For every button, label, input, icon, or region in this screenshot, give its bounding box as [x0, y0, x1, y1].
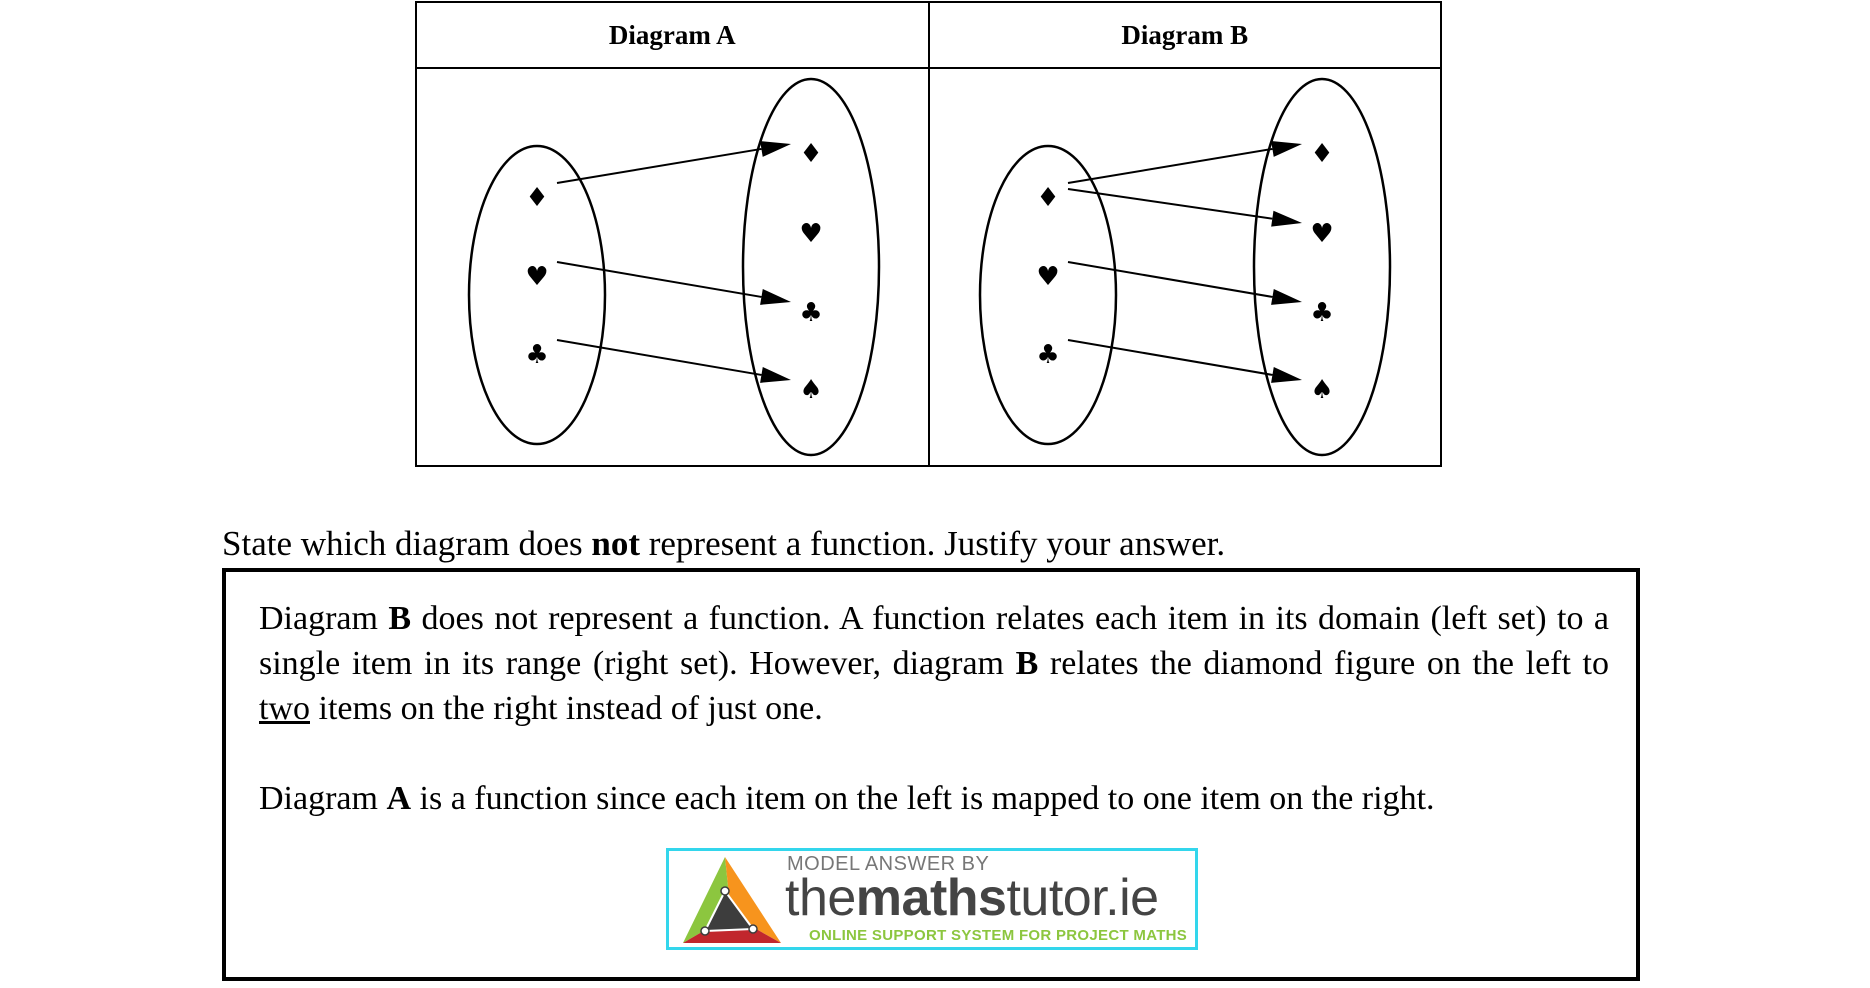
arrow-head: [1271, 211, 1302, 227]
codomain-heart: ♥: [1309, 219, 1334, 249]
domain-heart: ♥: [1035, 262, 1060, 292]
diagram-table: [415, 1, 1442, 467]
codomain-diamond: ♦: [799, 139, 823, 169]
diagram-a-mapping: [417, 69, 928, 467]
domain-diamond: ♦: [525, 183, 549, 213]
codomain-spade: ♠: [1309, 375, 1334, 405]
diagram-a-title: Diagram A: [417, 3, 928, 69]
codomain-club: ♣: [1309, 298, 1334, 328]
arrow-head: [760, 367, 791, 383]
mapping-arrow: [1068, 262, 1272, 297]
triangle-logo-icon: [675, 855, 785, 945]
diagram-b-mapping: [930, 69, 1442, 467]
codomain-heart: ♥: [799, 219, 823, 249]
logo-tagline-bottom: ONLINE SUPPORT SYSTEM FOR PROJECT MATHS: [809, 927, 1188, 944]
thematstutor-logo: [666, 848, 1198, 950]
logo-tagline-top: MODEL ANSWER BY: [787, 853, 990, 875]
codomain-spade: ♠: [799, 375, 823, 405]
diagram-a-panel: [417, 3, 928, 465]
domain-club: ♣: [525, 340, 549, 370]
domain-heart: ♥: [525, 262, 549, 292]
logo-brand: themathstutor.ie: [785, 869, 1159, 927]
arrow-head: [1271, 289, 1302, 305]
diagram-b-title: Diagram B: [930, 3, 1441, 69]
mapping-arrow: [557, 340, 761, 375]
mapping-arrow: [1068, 149, 1272, 183]
diagram-b-panel: [928, 3, 1441, 465]
answer-text: [259, 596, 1609, 821]
question-text: State which diagram does not represent a function. Justify your answer.: [222, 524, 1226, 563]
mapping-arrow: [557, 149, 761, 183]
arrow-head: [760, 141, 791, 157]
domain-club: ♣: [1035, 340, 1060, 370]
arrow-head: [1271, 367, 1302, 383]
arrow-head: [1271, 141, 1302, 157]
mapping-arrow: [1068, 340, 1272, 375]
answer-paragraph-2: Diagram A is a function since each item on the left is mapped to one item on the right.: [259, 780, 1435, 817]
mapping-arrow: [1068, 189, 1272, 219]
mapping-arrow: [557, 262, 761, 297]
arrow-head: [760, 289, 791, 305]
codomain-club: ♣: [799, 298, 823, 328]
codomain-diamond: ♦: [1309, 139, 1334, 169]
domain-diamond: ♦: [1035, 183, 1060, 213]
answer-box: [222, 568, 1640, 981]
answer-paragraph-1: Diagram B does not represent a function. A function relates each item in its domain (left set) to a single item in its range (right set). However, diagram B relates the diamond figure on the left to two items on the right instead of just one.: [259, 600, 1609, 727]
